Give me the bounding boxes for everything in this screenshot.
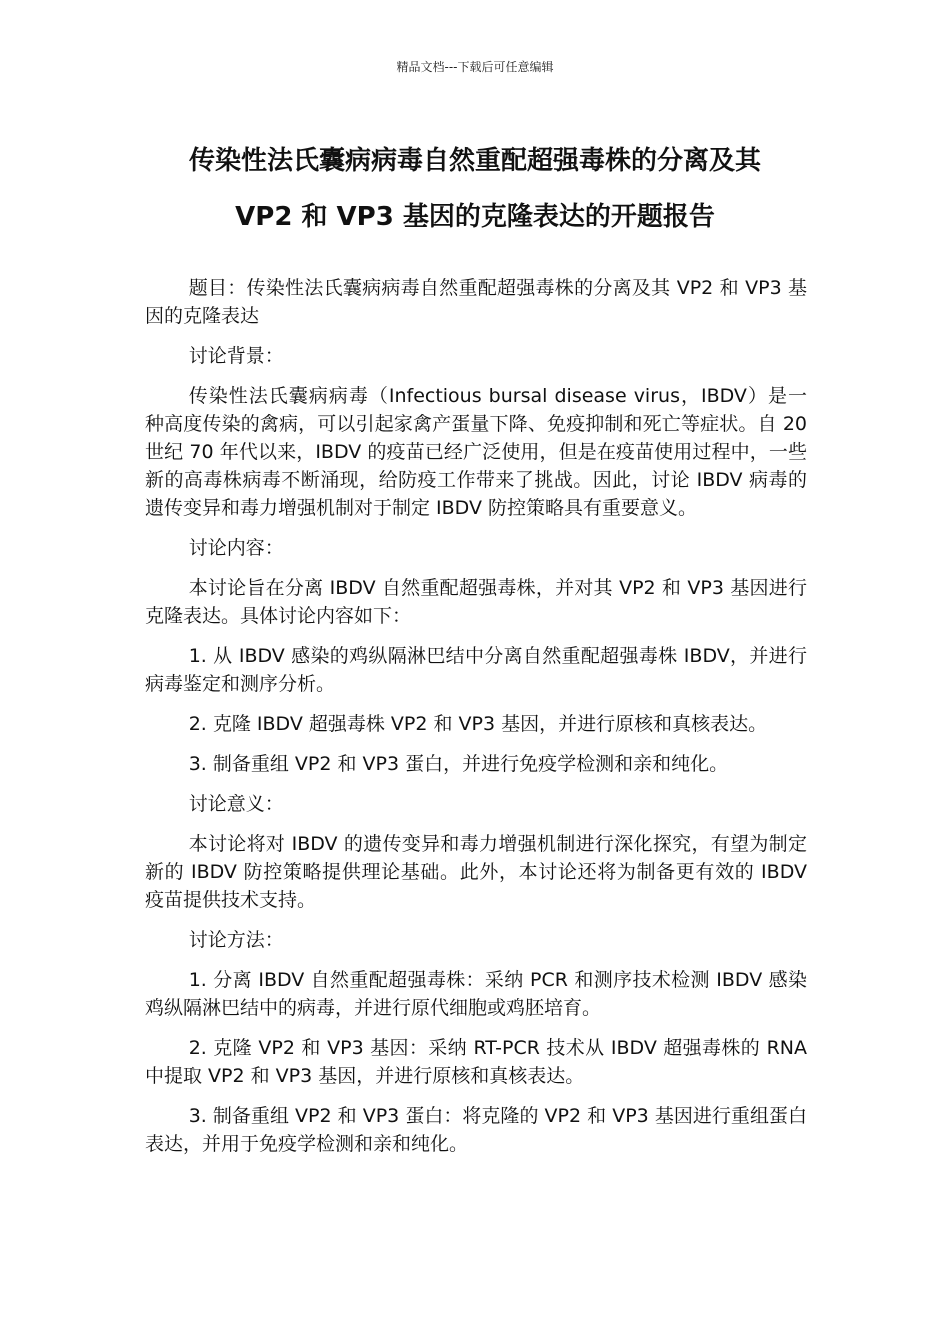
list-item-content-3: 3. 制备重组 VP2 和 VP3 蛋白，并进行免疫学检测和亲和纯化。 (188, 753, 729, 775)
paragraph-topic: 题目：传染性法氏囊病病毒自然重配超强毒株的分离及其 VP2 和 VP3 基因的克隆表达 (145, 277, 807, 327)
list-item-content-2: 2. 克隆 IBDV 超强毒株 VP2 和 VP3 基因，并进行原核和真核表达。 (188, 713, 768, 735)
list-item-method-1: 1. 分离 IBDV 自然重配超强毒株：采纳 PCR 和测序技术检测 IBDV 感染鸡纵隔淋巴结中的病毒，并进行原代细胞或鸡胚培育。 (145, 969, 807, 1019)
paragraph-content-intro: 本讨论旨在分离 IBDV 自然重配超强毒株，并对其 VP2 和 VP3 基因进行克隆表达。具体讨论内容如下： (145, 577, 807, 627)
paragraph-significance: 本讨论将对 IBDV 的遗传变异和毒力增强机制进行深化探究，有望为制定新的 IBDV 防控策略提供理论基础。此外，本讨论还将为制备更有效的 IBDV 疫苗提供技术支持。 (145, 833, 807, 911)
heading-content: 讨论内容： (188, 537, 284, 559)
page-title (100, 133, 850, 245)
list-item-content-1: 1. 从 IBDV 感染的鸡纵隔淋巴结中分离自然重配超强毒株 IBDV，并进行病毒鉴定和测序分析。 (145, 645, 807, 695)
title-line-2: VP2 和 VP3 基因的克隆表达的开题报告 (235, 202, 715, 232)
list-item-method-2: 2. 克隆 VP2 和 VP3 基因：采纳 RT-PCR 技术从 IBDV 超强毒株的 RNA 中提取 VP2 和 VP3 基因，并进行原核和真核表达。 (145, 1037, 807, 1087)
heading-background: 讨论背景： (188, 345, 284, 367)
title-line-1: 传染性法氏囊病病毒自然重配超强毒株的分离及其 (188, 146, 761, 176)
heading-significance: 讨论意义： (188, 793, 284, 815)
heading-methods: 讨论方法： (188, 929, 284, 951)
header-note: 精品文档---下载后可任意编辑 (396, 60, 554, 74)
paragraph-background: 传染性法氏囊病病毒（Infectious bursal disease virus，IBDV）是一种高度传染的禽病，可以引起家禽产蛋量下降、免疫抑制和死亡等症状。自 20 世纪 70 年代以来，IBDV 的疫苗已经广泛使用，但是在疫苗使用过程中，一些新的高毒株病毒不断涌现，给防疫工作带来了挑战。因此，讨论 IBDV 病毒的遗传变异和毒力增强机制对于制定 IBDV 防控策略具有重要意义。 (145, 385, 807, 519)
document-body (145, 274, 807, 1170)
list-item-method-3: 3. 制备重组 VP2 和 VP3 蛋白：将克隆的 VP2 和 VP3 基因进行重组蛋白表达，并用于免疫学检测和亲和纯化。 (145, 1105, 807, 1155)
